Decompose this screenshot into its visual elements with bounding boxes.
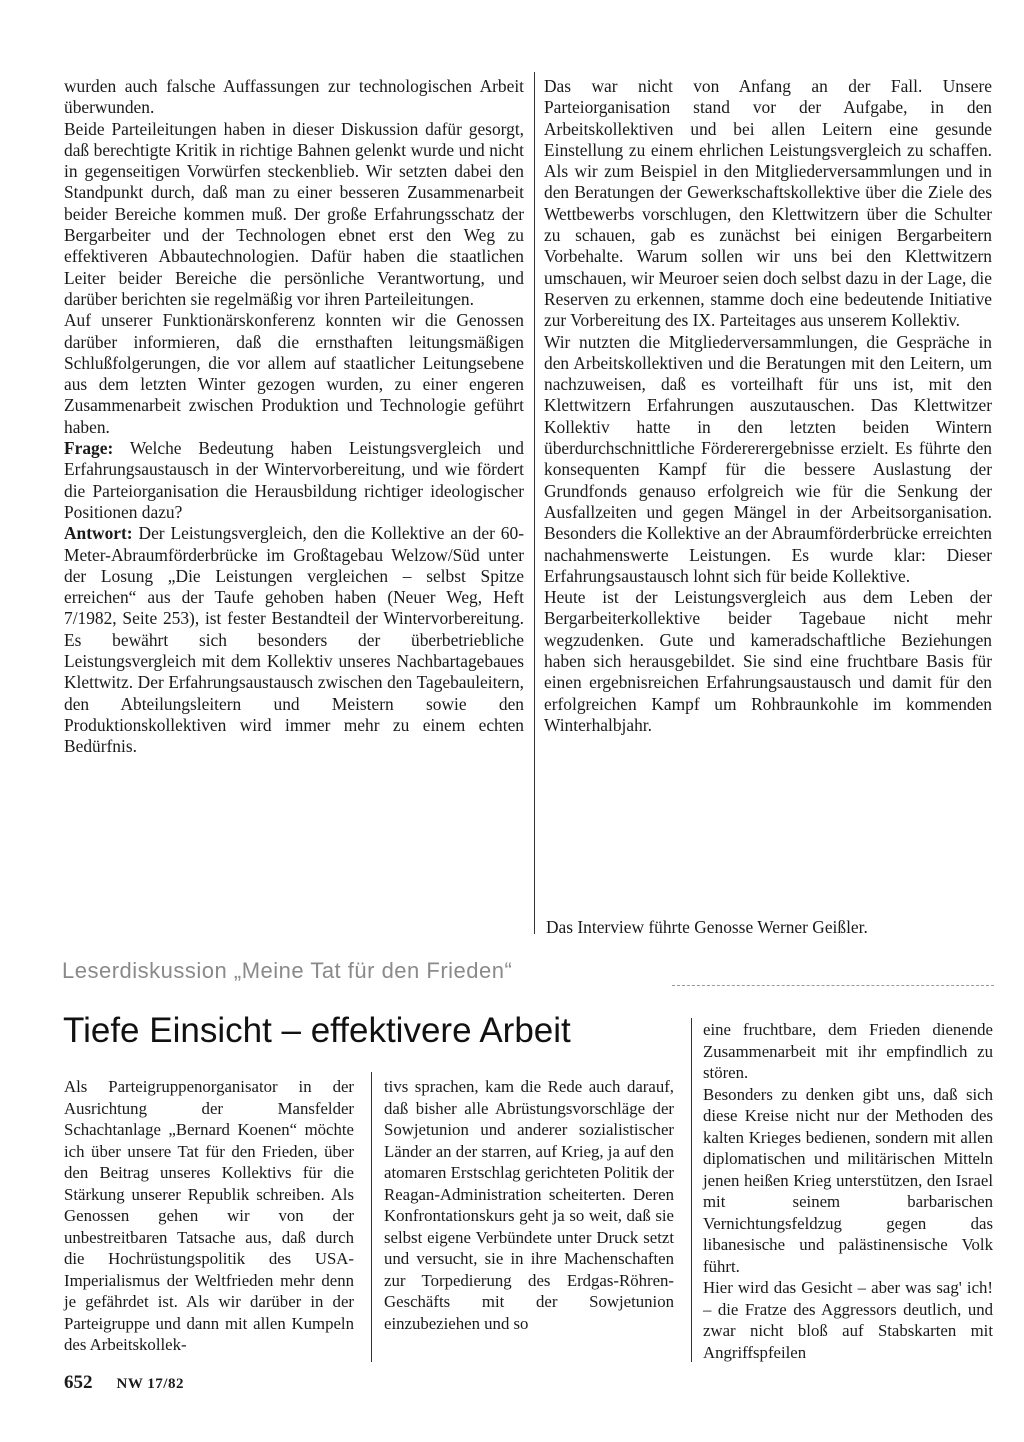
column-divider [534, 72, 535, 934]
answer-label: Antwort: [64, 523, 133, 544]
interview-signature: Das Interview führte Genosse Werner Geißler. [546, 917, 868, 937]
paragraph: Besonders zu denken gibt uns, daß sich diese Kreise nicht nur der Methoden des kalten Krieges bedienen, sondern mit allen diplomatischen und militärischen Mitteln jenen heißen Krieg unterstützen, den Israel mit seinem barbarischen Vernichtungsfeldzug gegen das libanesische und palästinensische Volk führt. [703, 1084, 993, 1276]
article-column-2 [384, 1076, 674, 1334]
paragraph: tivs sprachen, kam die Rede auch darauf, daß bisher alle Abrüstungsvorschläge der Sowjetunion und anderer sozialistischer Länder an der starren, auf Krieg, ja auf den atomaren Erstschlag gerichteten Politik der Reagan-Administration scheiterten. Deren Konfrontationskurs geht ja so weit, daß sie selbst eigene Verbündete unter Druck setzt und versucht, sie in ihre Machenschaften zur Torpedierung des Erdgas-Röhren-Geschäfts mit der Sowjetunion einzubeziehen und so [384, 1077, 674, 1333]
paragraph: Auf unserer Funktionärskonferenz konnten wir die Genossen darüber informieren, daß die ernsthaften leitungsmäßigen Schlußfolgerungen, die vor allem auf staatlicher Leitungsebene aus dem letzten Winter gezogen wurden, zu einer engeren Zusammenarbeit zwischen Produktion und Technologie geführt haben. [64, 310, 524, 437]
article-column-3 [703, 1019, 993, 1363]
paragraph: Das war nicht von Anfang an der Fall. Unsere Parteiorganisation stand vor der Aufgabe, in den Arbeitskollektiven und bei allen Leitern eine gesunde Einstellung zu einem ehrlichen Leistungsvergleich zu schaffen. Als wir zum Beispiel in den Mitgliederversammlungen und in den Beratungen der Gewerkschaftskollektive über die Ziele des Wettbewerbs vorschlugen, den Klettwitzern über die Schulter zu schauen, gab es zunächst bei einigen Bergarbeitern Vorbehalte. Warum sollen wir uns bei den Klettwitzern umschauen, wir Meuroer seien doch selbst dazu in der Lage, die Reserven zu erkennen, stamme doch eine bedeutende Initiative zur Vorbereitung des IX. Parteitages aus unserem Kollektiv. [544, 76, 992, 331]
issue-label: NW 17/82 [116, 1376, 184, 1392]
article-headline: Tiefe Einsicht – effektivere Arbeit [63, 1011, 571, 1050]
interview-left-column [64, 76, 524, 758]
column-divider [691, 1018, 692, 1362]
paragraph: Als Parteigruppenorganisator in der Ausrichtung der Mansfelder Schachtanlage „Bernard Koenen“ möchte ich über unsere Tat für den Frieden, über den Beitrag unseres Kollektivs für die Stärkung unserer Republik schreiben. Als Genossen gehen wir von der unbestreitbaren Tatsache aus, daß durch die Hochrüstungspolitik des USA-Imperialismus der Weltfrieden mehr denn je gefährdet ist. Als wir darüber in der Parteigruppe und dann mit allen Kumpeln des Arbeitskollek- [64, 1077, 354, 1354]
paragraph: Hier wird das Gesicht – aber was sag' ich! – die Fratze des Aggressors deutlich, und zwar nicht bloß auf Stabskarten mit Angriffspfeilen [703, 1278, 993, 1362]
paragraph: Wir nutzten die Mitgliederversammlungen, die Gespräche in den Arbeitskollektiven und die Beratungen mit den Leitern, um nachzuweisen, daß es vorteilhaft für uns ist, mit den Klettwitzern Erfahrungen auszutauschen. Das Klettwitzer Kollektiv hatte in den letzten beiden Wintern überdurchschnittliche Fördererergebnisse erzielt. Es führte den konsequenten Kampf für die bessere Auslastung der Grundfonds genauso erfolgreich wie für die Senkung der Ausfallzeiten und gegen Mängel in der Arbeitsorganisation. Besonders die Kollektive an der Abraumförderbrücke erreichten nachahmenswerte Leistungen. Es wurde klar: Dieser Erfahrungsaustausch lohnt sich für beide Kollektive. [544, 331, 992, 586]
paragraph: wurden auch falsche Auffassungen zur technologischen Arbeit überwunden. [64, 76, 524, 118]
answer-text: Der Leistungsvergleich, den die Kollektive an der 60-Meter-Abraumförderbrücke im Großtagebau Welzow/Süd unter der Losung „Die Leistungen vergleichen – selbst Spitze erreichen“ aus der Taufe gehoben haben (Neuer Weg, Heft 7/1982, Seite 253), ist fester Bestandteil der Wintervorbereitung. Es bewährt sich besonders der überbetriebliche Leistungsvergleich mit dem Kollektiv unseres Nachbartagebaues Klettwitz. Der Erfahrungsaustausch zwischen den Tagebauleitern, den Abteilungsleitern und Meistern sowie den Produktionskollektiven wird immer mehr zu einem echten Bedürfnis. [64, 523, 524, 757]
article-column-1 [64, 1076, 354, 1356]
interview-right-column [544, 76, 992, 736]
paragraph: eine fruchtbare, dem Frieden dienende Zusammenarbeit mit ihr empfindlich zu stören. [703, 1020, 993, 1082]
paragraph: Beide Parteileitungen haben in dieser Diskussion dafür gesorgt, daß berechtigte Kritik in richtige Bahnen gelenkt wurde und nicht in gegenseitigen Vorwürfen steckenblieb. Wir setzten dabei den Standpunkt durch, daß man zu einer besseren Zusammenarbeit beider Bereiche kommen muß. Der große Erfahrungsschatz der Bergarbeiter und der Technologen ebnet erst den Weg zu effektiveren Abbautechnologien. Dafür haben die staatlichen Leiter beider Bereiche die persönliche Verantwortung, und darüber berichten sie regelmäßig vor ihren Parteileitungen. [64, 118, 524, 309]
column-divider [371, 1072, 372, 1362]
question-text: Welche Bedeutung haben Leistungsvergleich und Erfahrungsaustausch in der Wintervorbereitung, und wie fördert die Parteiorganisation die Herausbildung richtiger ideologischer Positionen dazu? [64, 438, 524, 522]
page-footer [64, 1372, 184, 1394]
paragraph: Heute ist der Leistungsvergleich aus dem Leben der Bergarbeiterkollektive beider Tagebaue nicht mehr wegzudenken. Gute und kameradschaftliche Beziehungen haben sich herausgebildet. Sie sind eine fruchtbare Basis für einen ergebnisreichen Erfahrungsaustausch und damit für den erfolgreichen Kampf um Rohbraunkohle im kommenden Winterhalbjahr. [544, 587, 992, 735]
section-kicker: Leserdiskussion „Meine Tat für den Frieden“ [62, 958, 513, 983]
kicker-rule [672, 985, 994, 986]
page-number: 652 [64, 1372, 93, 1393]
answer-paragraph [64, 523, 524, 757]
question-paragraph [64, 438, 524, 523]
question-label: Frage: [64, 438, 114, 459]
